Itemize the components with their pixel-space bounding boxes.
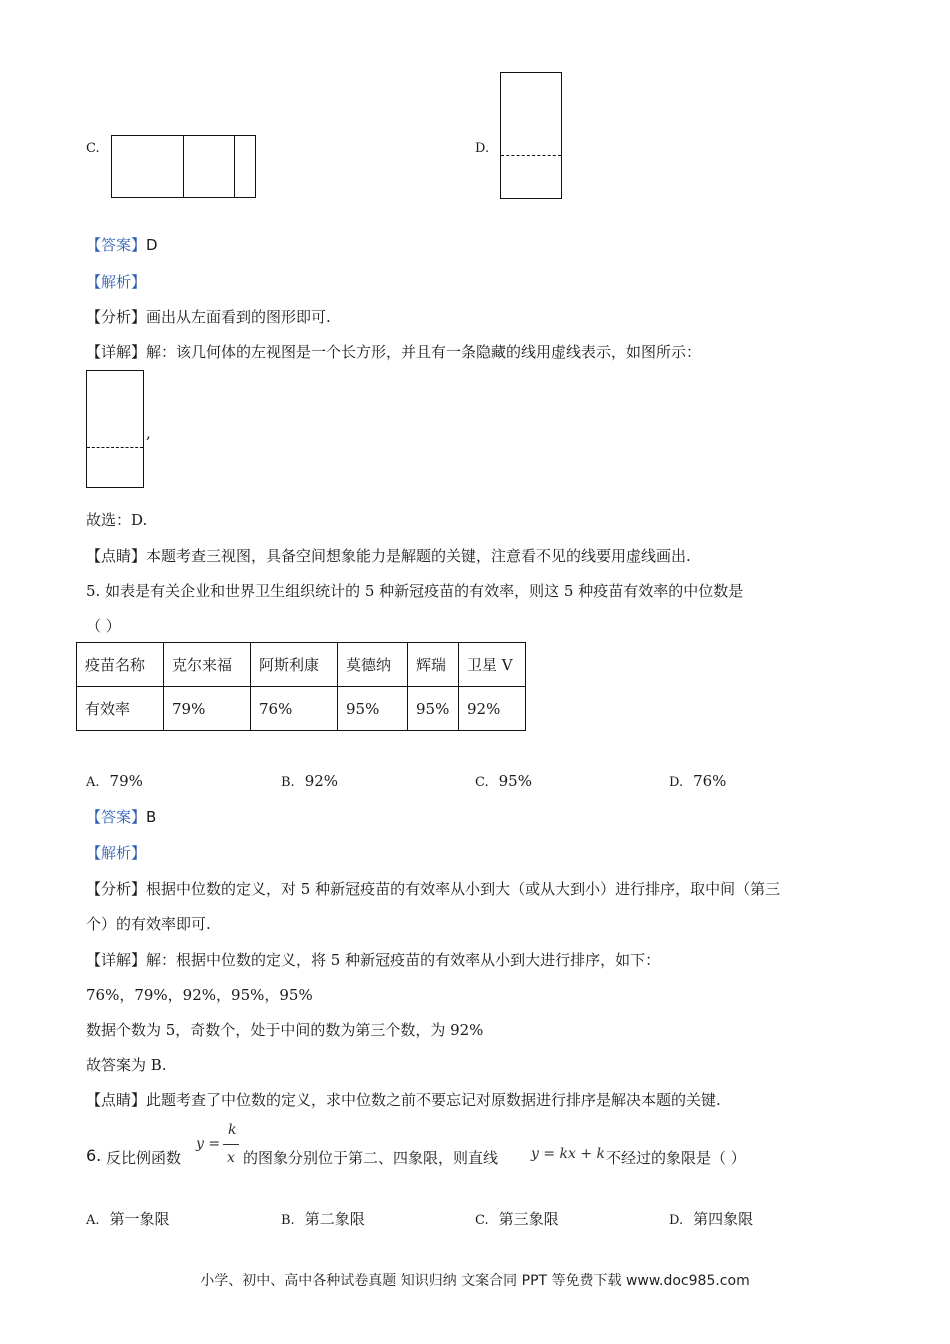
comment-tag: 【点睛】 bbox=[86, 1091, 147, 1109]
eq2: y = kx + k bbox=[531, 1146, 606, 1162]
option-text: 第三象限 bbox=[498, 1210, 559, 1228]
option-letter: A. bbox=[86, 1213, 100, 1228]
answer-tag: 【答案】 bbox=[86, 808, 147, 826]
fenxi-text: 画出从左面看到的图形即可. bbox=[146, 308, 331, 326]
q6-option-b bbox=[281, 1208, 365, 1229]
q6-stem-c: 不经过的象限是（ ） bbox=[606, 1149, 746, 1167]
table-cell: 76% bbox=[251, 687, 338, 731]
option-text: 76% bbox=[693, 772, 727, 790]
q4-fenxi bbox=[86, 306, 331, 327]
fenxi-text: 根据中位数的定义，对 5 种新冠疫苗的有效率从小到大（或从大到小）进行排序，取中间（第三 bbox=[146, 880, 781, 898]
q6-option-d bbox=[669, 1208, 753, 1229]
table-row bbox=[77, 643, 526, 687]
q5-comment bbox=[86, 1089, 721, 1110]
eq1-denominator: x bbox=[227, 1150, 235, 1166]
q5-count-line: 数据个数为 5，奇数个，处于中间的数为第三个数，为 92% bbox=[86, 1021, 484, 1039]
hidden-line bbox=[87, 447, 143, 448]
hidden-line bbox=[501, 155, 561, 156]
q6-option-a bbox=[86, 1208, 170, 1229]
detail-text: 解：该几何体的左视图是一个长方形，并且有一条隐藏的线用虚线表示，如图所示： bbox=[146, 343, 702, 361]
table-cell: 79% bbox=[164, 687, 251, 731]
option-letter: B. bbox=[281, 775, 295, 790]
answer-tag: 【答案】 bbox=[86, 236, 147, 254]
fenxi-tag: 【分析】 bbox=[86, 880, 147, 898]
q5-option-d bbox=[669, 772, 726, 790]
table-cell: 辉瑞 bbox=[408, 643, 459, 687]
comment-tag: 【点睛】 bbox=[86, 547, 147, 565]
q5-fenxi-line2: 个）的有效率即可. bbox=[86, 915, 211, 933]
q5-conclusion: 故答案为 B. bbox=[86, 1056, 167, 1074]
answer-value: B bbox=[146, 808, 157, 826]
q4-detail bbox=[86, 341, 701, 362]
q5-option-c bbox=[475, 772, 532, 790]
q5-option-a bbox=[86, 772, 143, 790]
detail-tag: 【详解】 bbox=[86, 951, 147, 969]
option-letter: D. bbox=[669, 775, 684, 790]
option-d-label: D. bbox=[475, 141, 490, 156]
option-letter: B. bbox=[281, 1213, 295, 1228]
eq1-numerator: k bbox=[228, 1122, 237, 1138]
table-cell: 95% bbox=[408, 687, 459, 731]
left-view-figure bbox=[86, 370, 144, 488]
q6-option-c bbox=[475, 1208, 559, 1229]
q6-number: 6. bbox=[86, 1146, 102, 1165]
table-cell: 疫苗名称 bbox=[77, 643, 164, 687]
q4-answer bbox=[86, 234, 158, 255]
table-cell: 95% bbox=[338, 687, 408, 731]
q5-fenxi-line1 bbox=[86, 878, 780, 899]
q4-comment bbox=[86, 545, 691, 566]
option-text: 第一象限 bbox=[109, 1210, 170, 1228]
table-cell: 莫德纳 bbox=[338, 643, 408, 687]
option-letter: C. bbox=[475, 775, 489, 790]
q4-conclusion: 故选：D. bbox=[86, 511, 148, 529]
analysis-tag: 【解析】 bbox=[86, 844, 147, 862]
option-letter: D. bbox=[669, 1213, 684, 1228]
detail-text: 解：根据中位数的定义，将 5 种新冠疫苗的有效率从小到大进行排序，如下： bbox=[146, 951, 661, 969]
table-cell: 阿斯利康 bbox=[251, 643, 338, 687]
q5-detail bbox=[86, 949, 660, 970]
option-text: 第二象限 bbox=[304, 1210, 365, 1228]
analysis-tag: 【解析】 bbox=[86, 273, 147, 291]
q6-stem-b: 的图象分别位于第二、四象限，则直线 bbox=[243, 1149, 499, 1167]
comment-text: 此题考查了中位数的定义，求中位数之前不要忘记对原数据进行排序是解决本题的关键. bbox=[146, 1091, 721, 1109]
detail-tag: 【详解】 bbox=[86, 343, 147, 361]
fraction-bar bbox=[223, 1144, 239, 1145]
q5-sorted: 76%，79%，92%，95%，95% bbox=[86, 986, 313, 1004]
q6-stem-a: 反比例函数 bbox=[106, 1149, 182, 1167]
q5-stem-line2: （ ） bbox=[86, 617, 121, 635]
answer-value: D bbox=[146, 236, 158, 254]
figure-divider bbox=[183, 136, 184, 197]
option-text: 79% bbox=[109, 772, 143, 790]
table-cell: 有效率 bbox=[77, 687, 164, 731]
option-text: 第四象限 bbox=[693, 1210, 754, 1228]
comment-text: 本题考查三视图，具备空间想象能力是解题的关键，注意看不见的线要用虚线画出. bbox=[146, 547, 691, 565]
option-c-label: C. bbox=[86, 141, 100, 156]
eq1-lhs: y = bbox=[196, 1136, 221, 1152]
option-c-figure bbox=[111, 135, 256, 198]
q5-option-b bbox=[281, 772, 338, 790]
option-letter: C. bbox=[475, 1213, 489, 1228]
figure-comma: , bbox=[146, 424, 151, 442]
q5-stem-line1: 5. 如表是有关企业和世界卫生组织统计的 5 种新冠疫苗的有效率，则这 5 种疫苗有效率的中位数是 bbox=[86, 582, 744, 600]
table-cell: 卫星 V bbox=[459, 643, 526, 687]
vaccine-table bbox=[76, 642, 526, 731]
fenxi-tag: 【分析】 bbox=[86, 308, 147, 326]
page-footer: 小学、初中、高中各种试卷真题 知识归纳 文案合同 PPT 等免费下载 www.doc985.com bbox=[200, 1273, 750, 1289]
q5-answer bbox=[86, 806, 156, 827]
table-cell: 克尔来福 bbox=[164, 643, 251, 687]
option-text: 95% bbox=[498, 772, 532, 790]
option-d-figure bbox=[500, 72, 562, 199]
figure-divider bbox=[234, 136, 235, 197]
option-letter: A. bbox=[86, 775, 100, 790]
table-row bbox=[77, 687, 526, 731]
table-cell: 92% bbox=[459, 687, 526, 731]
option-text: 92% bbox=[304, 772, 339, 790]
